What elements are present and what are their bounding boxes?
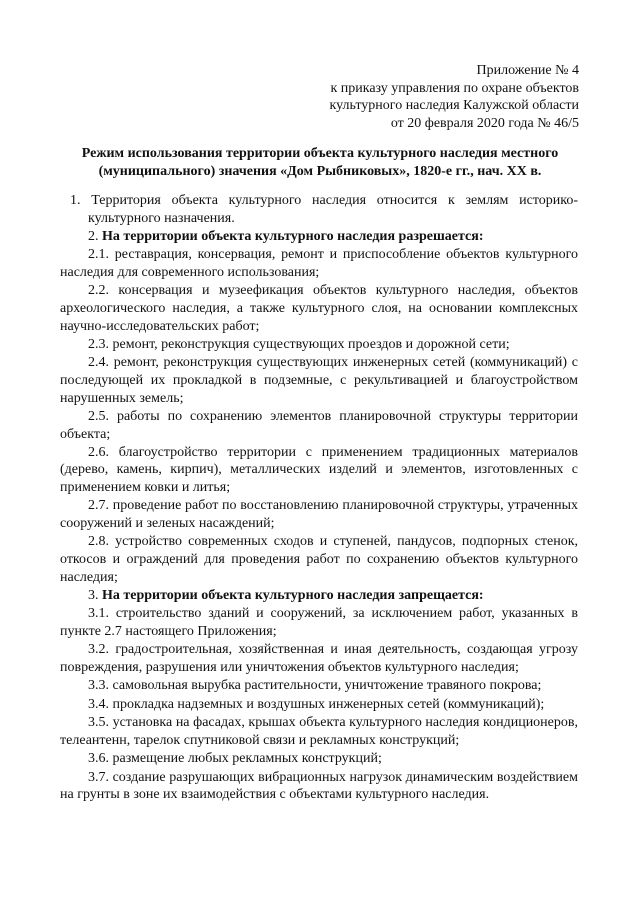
section-3-heading	[88, 587, 578, 605]
section-2-title: На территории объекта культурного наследия разрешается:	[102, 228, 484, 244]
item-2-6: 2.6. благоустройство территории с применением традиционных материалов (дерево, камень, кирпич), металлических изделий и элементов, изготовленных с применением ковки и литья;	[60, 444, 578, 496]
item-2-7: 2.7. проведение работ по восстановлению планировочной структуры, утраченных сооружений и зеленых насаждений;	[60, 498, 578, 532]
item-2-3: 2.3. ремонт, реконструкция существующих проездов и дорожной сети;	[88, 336, 510, 352]
document-title: Режим использования территории объекта культурного наследия местного (муниципального) значения «Дом Рыбниковых», 1820-е гг., нач. XX в.	[81, 146, 559, 179]
section-3-title: На территории объекта культурного наследия запрещается:	[102, 588, 484, 604]
section-2-heading	[88, 228, 578, 246]
document-body	[60, 192, 578, 805]
item-3-4: 3.4. прокладка надземных и воздушных инженерных сетей (коммуникаций);	[88, 696, 545, 712]
section-2-number: 2.	[88, 228, 99, 244]
item-2-2: 2.2. консервация и музеефикация объектов культурного наследия, объектов археологического наследия, а также культурного слоя, на основании комплексных научно-исследовательских работ;	[60, 283, 578, 334]
item-2-8: 2.8. устройство современных сходов и ступеней, пандусов, подпорных стенок, откосов и ограждений для проведения работ по сохранению объектов культурного наследия;	[60, 534, 578, 585]
paragraph-1: 1. Территория объекта культурного наследия относится к землям историко-культурного назначения.	[70, 193, 578, 226]
item-3-3: 3.3. самовольная вырубка растительности, уничтожение травяного покрова;	[88, 678, 542, 694]
item-3-1: 3.1. строительство зданий и сооружений, за исключением работ, указанных в пункте 2.7 настоящего Приложения;	[60, 606, 578, 640]
order-reference: к приказу управления по охране объектов	[330, 80, 579, 96]
item-3-5: 3.5. установка на фасадах, крышах объекта культурного наследия кондиционеров, телеантенн, тарелок спутниковой связи и рекламных конструкций;	[60, 715, 578, 748]
item-2-1: 2.1. реставрация, консервация, ремонт и приспособление объектов культурного наследия для современного использования;	[60, 247, 578, 280]
item-3-2: 3.2. градостроительная, хозяйственная и иная деятельность, создающая угрозу повреждения, разрушения или уничтожения объектов культурного наследия;	[60, 642, 578, 675]
item-2-4: 2.4. ремонт, реконструкция существующих инженерных сетей (коммуникаций) с последующей их прокладкой в подземные, с рекультивацией и благоустройством нарушенных земель;	[60, 355, 578, 406]
item-3-7: 3.7. создание разрушающих вибрационных нагрузок динамическим воздействием на грунты в зоне их взаимодействия с объектами культурного наследия.	[60, 769, 578, 803]
order-date-number: от 20 февраля 2020 года № 46/5	[390, 115, 579, 131]
item-3-6: 3.6. размещение любых рекламных конструкций;	[88, 751, 382, 767]
section-3-number: 3.	[88, 588, 99, 604]
appendix-header	[330, 62, 579, 132]
authority-name: культурного наследия Калужской области	[329, 98, 579, 113]
item-2-5: 2.5. работы по сохранению элементов планировочной структуры территории объекта;	[60, 408, 578, 442]
appendix-number: Приложение № 4	[476, 63, 579, 78]
